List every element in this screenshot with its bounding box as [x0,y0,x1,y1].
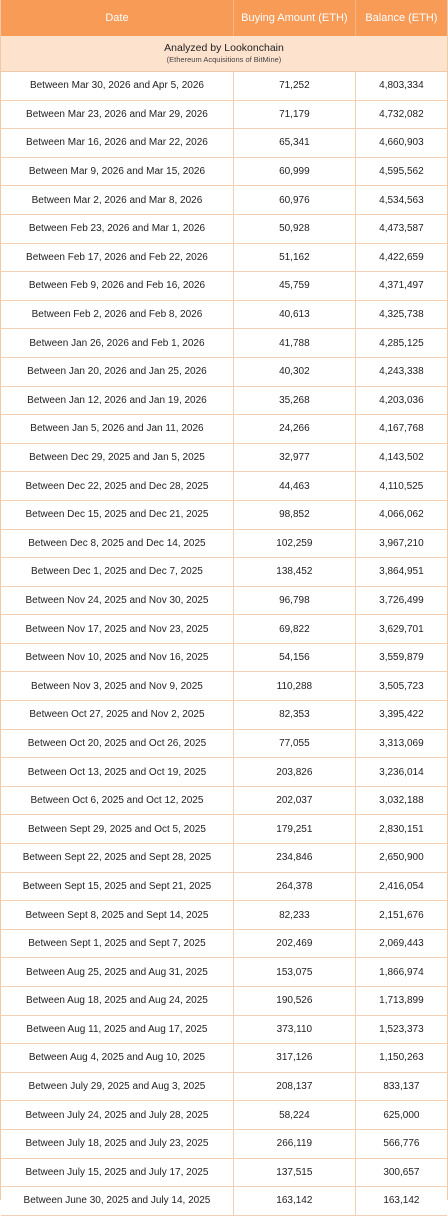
row-balance: 4,243,338 [355,358,447,386]
row-balance: 3,967,210 [355,530,447,558]
row-date: Between Feb 17, 2026 and Feb 22, 2026 [26,251,208,263]
row-buying-amount: 264,378 [233,873,355,901]
table-header [1,0,447,36]
row-date: Between July 24, 2025 and July 28, 2025 [25,1109,209,1121]
row-date: Between Nov 10, 2025 and Nov 16, 2025 [25,652,209,664]
row-date: Between Dec 1, 2025 and Dec 7, 2025 [31,566,203,578]
row-balance: 4,285,125 [355,329,447,357]
row-date: Between Dec 22, 2025 and Dec 28, 2025 [25,480,209,492]
row-balance: 4,732,082 [355,101,447,129]
row-balance: 3,864,951 [355,558,447,586]
row-date: Between July 29, 2025 and Aug 3, 2025 [28,1081,206,1093]
table-row [1,215,447,244]
row-balance: 3,726,499 [355,587,447,615]
table-row [1,272,447,301]
row-date: Between Feb 9, 2026 and Feb 16, 2026 [28,280,206,292]
row-balance: 2,416,054 [355,873,447,901]
subheader-note: (Ethereum Acquisitions of BitMine) [166,55,282,64]
row-balance: 3,236,014 [355,758,447,786]
row-buying-amount: 71,252 [233,72,355,100]
table-row [1,758,447,787]
row-balance: 2,069,443 [355,930,447,958]
table-row [1,1101,447,1130]
table-row [1,129,447,158]
row-balance: 3,032,188 [355,787,447,815]
table-row [1,644,447,673]
row-buying-amount: 35,268 [233,387,355,415]
row-buying-amount: 153,075 [233,958,355,986]
row-date: Between Sept 22, 2025 and Sept 28, 2025 [22,852,212,864]
row-balance: 4,325,738 [355,301,447,329]
row-balance: 3,629,701 [355,615,447,643]
row-date: Between June 30, 2025 and July 14, 2025 [23,1195,211,1207]
row-balance: 1,713,899 [355,987,447,1015]
row-buying-amount: 45,759 [233,272,355,300]
row-buying-amount: 202,469 [233,930,355,958]
row-buying-amount: 163,142 [233,1187,355,1215]
table-row [1,301,447,330]
row-balance: 4,660,903 [355,129,447,157]
row-buying-amount: 179,251 [233,815,355,843]
table-row [1,815,447,844]
row-buying-amount: 41,788 [233,329,355,357]
row-balance: 1,523,373 [355,1016,447,1044]
row-balance: 163,142 [355,1187,447,1215]
row-balance: 625,000 [355,1101,447,1129]
row-balance: 3,505,723 [355,672,447,700]
row-buying-amount: 96,798 [233,587,355,615]
row-buying-amount: 373,110 [233,1016,355,1044]
row-balance: 4,422,659 [355,244,447,272]
row-buying-amount: 203,826 [233,758,355,786]
row-buying-amount: 40,613 [233,301,355,329]
row-balance: 4,595,562 [355,158,447,186]
row-balance: 4,371,497 [355,272,447,300]
table-row [1,530,447,559]
row-balance: 4,473,587 [355,215,447,243]
row-buying-amount: 202,037 [233,787,355,815]
row-balance: 1,150,263 [355,1044,447,1072]
table-row [1,186,447,215]
table-row [1,672,447,701]
header-balance: Balance (ETH) [355,0,447,36]
row-date: Between Aug 18, 2025 and Aug 24, 2025 [26,995,208,1007]
table-row [1,701,447,730]
table-row [1,1187,447,1216]
row-buying-amount: 234,846 [233,844,355,872]
row-balance: 4,143,502 [355,444,447,472]
table-row [1,158,447,187]
table-row [1,1159,447,1188]
table-row [1,472,447,501]
row-balance: 3,559,879 [355,644,447,672]
row-buying-amount: 82,233 [233,901,355,929]
table-subheader [1,36,447,72]
row-balance: 4,066,062 [355,501,447,529]
row-buying-amount: 77,055 [233,730,355,758]
row-buying-amount: 65,341 [233,129,355,157]
row-date: Between Jan 5, 2026 and Jan 11, 2026 [30,423,204,435]
row-buying-amount: 32,977 [233,444,355,472]
table-row [1,444,447,473]
row-buying-amount: 110,288 [233,672,355,700]
table-body [1,72,447,1216]
row-date: Between Oct 27, 2025 and Nov 2, 2025 [29,709,205,721]
row-balance: 833,137 [355,1073,447,1101]
row-date: Between Aug 11, 2025 and Aug 17, 2025 [26,1023,208,1035]
table-row [1,987,447,1016]
row-buying-amount: 82,353 [233,701,355,729]
row-date: Between Dec 29, 2025 and Jan 5, 2025 [29,452,205,464]
row-buying-amount: 190,526 [233,987,355,1015]
row-balance: 3,395,422 [355,701,447,729]
row-date: Between Mar 23, 2026 and Mar 29, 2026 [26,108,208,120]
row-date: Between Feb 2, 2026 and Feb 8, 2026 [31,309,203,321]
header-buying-amount: Buying Amount (ETH) [233,0,355,36]
row-date: Between Sept 8, 2025 and Sept 14, 2025 [25,909,209,921]
row-balance: 2,650,900 [355,844,447,872]
row-date: Between Jan 26, 2026 and Feb 1, 2026 [29,337,205,349]
row-date: Between Oct 6, 2025 and Oct 12, 2025 [30,795,204,807]
row-balance: 1,866,974 [355,958,447,986]
row-date: Between July 18, 2025 and July 23, 2025 [25,1138,209,1150]
table-row [1,787,447,816]
row-balance: 4,803,334 [355,72,447,100]
table-row [1,844,447,873]
table-row [1,873,447,902]
row-buying-amount: 54,156 [233,644,355,672]
row-buying-amount: 102,259 [233,530,355,558]
table-row [1,244,447,273]
header-date: Date [105,12,129,24]
table-row [1,329,447,358]
table-row [1,358,447,387]
row-date: Between Sept 15, 2025 and Sept 21, 2025 [22,880,212,892]
table-row [1,101,447,130]
row-date: Between Jan 20, 2026 and Jan 25, 2026 [27,366,207,378]
row-date: Between Oct 20, 2025 and Oct 26, 2025 [27,737,207,749]
row-balance: 4,534,563 [355,186,447,214]
row-date: Between Mar 16, 2026 and Mar 22, 2026 [26,137,208,149]
table-row [1,1130,447,1159]
row-date: Between Feb 23, 2026 and Mar 1, 2026 [28,223,206,235]
row-balance: 566,776 [355,1130,447,1158]
table-row [1,730,447,759]
row-buying-amount: 71,179 [233,101,355,129]
table-row [1,901,447,930]
row-buying-amount: 44,463 [233,472,355,500]
row-date: Between Dec 8, 2025 and Dec 14, 2025 [28,537,206,549]
subheader-title: Analyzed by Lookonchain [164,42,284,54]
table-row [1,501,447,530]
table-row [1,615,447,644]
table-row [1,587,447,616]
table-row [1,558,447,587]
row-buying-amount: 266,119 [233,1130,355,1158]
table-row [1,387,447,416]
row-balance: 4,110,525 [355,472,447,500]
row-buying-amount: 69,822 [233,615,355,643]
table-row [1,1044,447,1073]
row-date: Between Nov 3, 2025 and Nov 9, 2025 [31,680,203,692]
row-date: Between Sept 1, 2025 and Sept 7, 2025 [28,938,206,950]
row-buying-amount: 137,515 [233,1159,355,1187]
table-row [1,958,447,987]
row-buying-amount: 50,928 [233,215,355,243]
row-date: Between Jan 12, 2026 and Jan 19, 2026 [27,394,207,406]
row-balance: 4,167,768 [355,415,447,443]
row-balance: 3,313,069 [355,730,447,758]
row-buying-amount: 40,302 [233,358,355,386]
row-date: Between Mar 30, 2026 and Apr 5, 2026 [29,80,204,92]
row-buying-amount: 24,266 [233,415,355,443]
row-buying-amount: 98,852 [233,501,355,529]
table-row [1,1016,447,1045]
row-date: Between Nov 24, 2025 and Nov 30, 2025 [25,594,209,606]
row-date: Between Aug 4, 2025 and Aug 10, 2025 [28,1052,206,1064]
row-buying-amount: 138,452 [233,558,355,586]
table-row [1,1073,447,1102]
row-buying-amount: 208,137 [233,1073,355,1101]
row-balance: 300,657 [355,1159,447,1187]
row-buying-amount: 51,162 [233,244,355,272]
table-row [1,415,447,444]
row-date: Between Mar 9, 2026 and Mar 15, 2026 [28,166,206,178]
row-buying-amount: 60,976 [233,186,355,214]
row-buying-amount: 317,126 [233,1044,355,1072]
row-date: Between Nov 17, 2025 and Nov 23, 2025 [25,623,209,635]
row-buying-amount: 60,999 [233,158,355,186]
row-date: Between Oct 13, 2025 and Oct 19, 2025 [27,766,207,778]
table-row [1,930,447,959]
row-date: Between July 15, 2025 and July 17, 2025 [25,1166,209,1178]
row-date: Between Aug 25, 2025 and Aug 31, 2025 [26,966,208,978]
row-balance: 2,830,151 [355,815,447,843]
table-row [1,72,447,101]
row-balance: 4,203,036 [355,387,447,415]
row-date: Between Dec 15, 2025 and Dec 21, 2025 [25,509,209,521]
row-buying-amount: 58,224 [233,1101,355,1129]
row-balance: 2,151,676 [355,901,447,929]
row-date: Between Mar 2, 2026 and Mar 8, 2026 [31,194,203,206]
row-date: Between Sept 29, 2025 and Oct 5, 2025 [27,823,206,835]
